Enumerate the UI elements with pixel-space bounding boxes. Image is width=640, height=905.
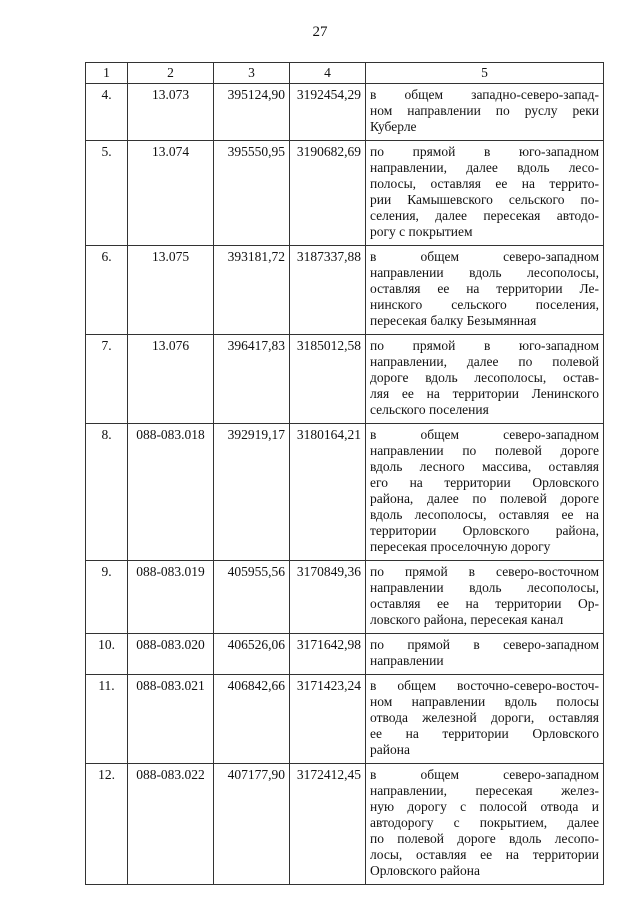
description-line: ном направлении по руслу реки [370, 103, 599, 118]
row-number: 10. [86, 634, 128, 675]
description-line: оставляя ее на территории Ле- [370, 281, 599, 296]
coordinate-y: 3180164,21 [290, 424, 366, 561]
table-header-row [86, 63, 604, 84]
description-line: района [370, 742, 410, 757]
boundary-description [366, 335, 604, 424]
coordinate-y: 3172412,45 [290, 764, 366, 885]
description-line: направлении вдоль лесополосы, [370, 580, 599, 595]
description-line: Куберле [370, 119, 417, 134]
column-header-point-id: 2 [128, 63, 214, 84]
description-line: направлении, далее вдоль лесо- [370, 160, 599, 175]
description-line: селения, далее пересекая автодо- [370, 208, 599, 223]
row-number: 7. [86, 335, 128, 424]
table-row [86, 561, 604, 634]
table-row [86, 84, 604, 141]
table-row [86, 424, 604, 561]
description-line: ном направлении вдоль полосы [370, 694, 599, 709]
description-line: вдоль лесополосы, оставляя ее на [370, 507, 599, 522]
description-line: в общем восточно-северо-восточ- [370, 678, 599, 693]
coordinate-x: 392919,17 [214, 424, 290, 561]
coordinate-y: 3171423,24 [290, 675, 366, 764]
description-line: ную дорогу с полосой отвода и [370, 799, 599, 814]
description-line: направлении по полевой дороге [370, 443, 599, 458]
table-row [86, 675, 604, 764]
description-line: его на территории Орловского [370, 475, 599, 490]
description-line: полосы, оставляя ее на террито- [370, 176, 599, 191]
coordinate-y: 3170849,36 [290, 561, 366, 634]
table-row [86, 335, 604, 424]
description-line: ловского района, пересекая канал [370, 612, 564, 627]
description-line: по полевой дороге вдоль лесопо- [370, 831, 599, 846]
coordinate-y: 3187337,88 [290, 246, 366, 335]
column-header-number: 1 [86, 63, 128, 84]
description-line: Орловского района [370, 863, 480, 878]
coordinate-y: 3192454,29 [290, 84, 366, 141]
description-line: в общем северо-западном [370, 767, 599, 782]
coordinate-x: 396417,83 [214, 335, 290, 424]
description-line: рогу с покрытием [370, 224, 473, 239]
description-line: направлении, далее по полевой [370, 354, 599, 369]
point-id: 13.075 [128, 246, 214, 335]
description-line: по прямой в северо-восточном [370, 564, 599, 579]
coordinate-y: 3190682,69 [290, 141, 366, 246]
row-number: 4. [86, 84, 128, 141]
description-line: территории Орловского района, [370, 523, 599, 538]
point-id: 088-083.019 [128, 561, 214, 634]
page-number: 27 [312, 24, 328, 40]
row-number: 9. [86, 561, 128, 634]
description-line: в общем западно-северо-запад- [370, 87, 599, 102]
boundary-description [366, 84, 604, 141]
description-line: ляя ее на территории Ленинского [370, 386, 599, 401]
table-row [86, 764, 604, 885]
point-id: 13.074 [128, 141, 214, 246]
coordinate-x: 406842,66 [214, 675, 290, 764]
row-number: 12. [86, 764, 128, 885]
boundary-description [366, 634, 604, 675]
coordinate-x: 405955,56 [214, 561, 290, 634]
row-number: 6. [86, 246, 128, 335]
point-id: 13.073 [128, 84, 214, 141]
point-id: 088-083.020 [128, 634, 214, 675]
point-id: 088-083.022 [128, 764, 214, 885]
boundary-description [366, 246, 604, 335]
row-number: 11. [86, 675, 128, 764]
coordinate-y: 3171642,98 [290, 634, 366, 675]
coordinate-x: 395124,90 [214, 84, 290, 141]
coordinate-y: 3185012,58 [290, 335, 366, 424]
boundary-description [366, 424, 604, 561]
coordinate-x: 393181,72 [214, 246, 290, 335]
column-header-y: 4 [290, 63, 366, 84]
description-line: рии Камышевского сельского по- [370, 192, 599, 207]
description-line: дороге вдоль лесополосы, остав- [370, 370, 599, 385]
description-line: по прямой в юго-западном [370, 338, 599, 353]
description-line: автодорогу с покрытием, далее [370, 815, 599, 830]
description-line: направлении вдоль лесополосы, [370, 265, 599, 280]
description-line: направлении [370, 653, 444, 668]
column-header-x: 3 [214, 63, 290, 84]
description-line: пересекая проселочную дорогу [370, 539, 551, 554]
point-id: 13.076 [128, 335, 214, 424]
boundary-description [366, 764, 604, 885]
row-number: 8. [86, 424, 128, 561]
description-line: вдоль лесного массива, оставляя [370, 459, 599, 474]
description-line: лосы, оставляя ее на территории [370, 847, 599, 862]
coordinate-x: 407177,90 [214, 764, 290, 885]
boundary-table [85, 62, 604, 885]
boundary-description [366, 675, 604, 764]
point-id: 088-083.018 [128, 424, 214, 561]
description-line: пересекая балку Безымянная [370, 313, 537, 328]
point-id: 088-083.021 [128, 675, 214, 764]
description-line: ее на территории Орловского [370, 726, 599, 741]
table-row [86, 634, 604, 675]
row-number: 5. [86, 141, 128, 246]
description-line: сельского поселения [370, 402, 489, 417]
boundary-description [366, 561, 604, 634]
description-line: района, далее по полевой дороге [370, 491, 599, 506]
boundary-description [366, 141, 604, 246]
column-header-description: 5 [366, 63, 604, 84]
table-row [86, 246, 604, 335]
description-line: по прямой в северо-западном [370, 637, 599, 652]
description-line: по прямой в юго-западном [370, 144, 599, 159]
description-line: в общем северо-западном [370, 249, 599, 264]
description-line: направлении, пересекая желез- [370, 783, 599, 798]
coordinate-x: 395550,95 [214, 141, 290, 246]
description-line: нинского сельского поселения, [370, 297, 599, 312]
description-line: оставляя ее на территории Ор- [370, 596, 599, 611]
table-row [86, 141, 604, 246]
description-line: в общем северо-западном [370, 427, 599, 442]
coordinate-x: 406526,06 [214, 634, 290, 675]
description-line: отвода железной дороги, оставляя [370, 710, 599, 725]
